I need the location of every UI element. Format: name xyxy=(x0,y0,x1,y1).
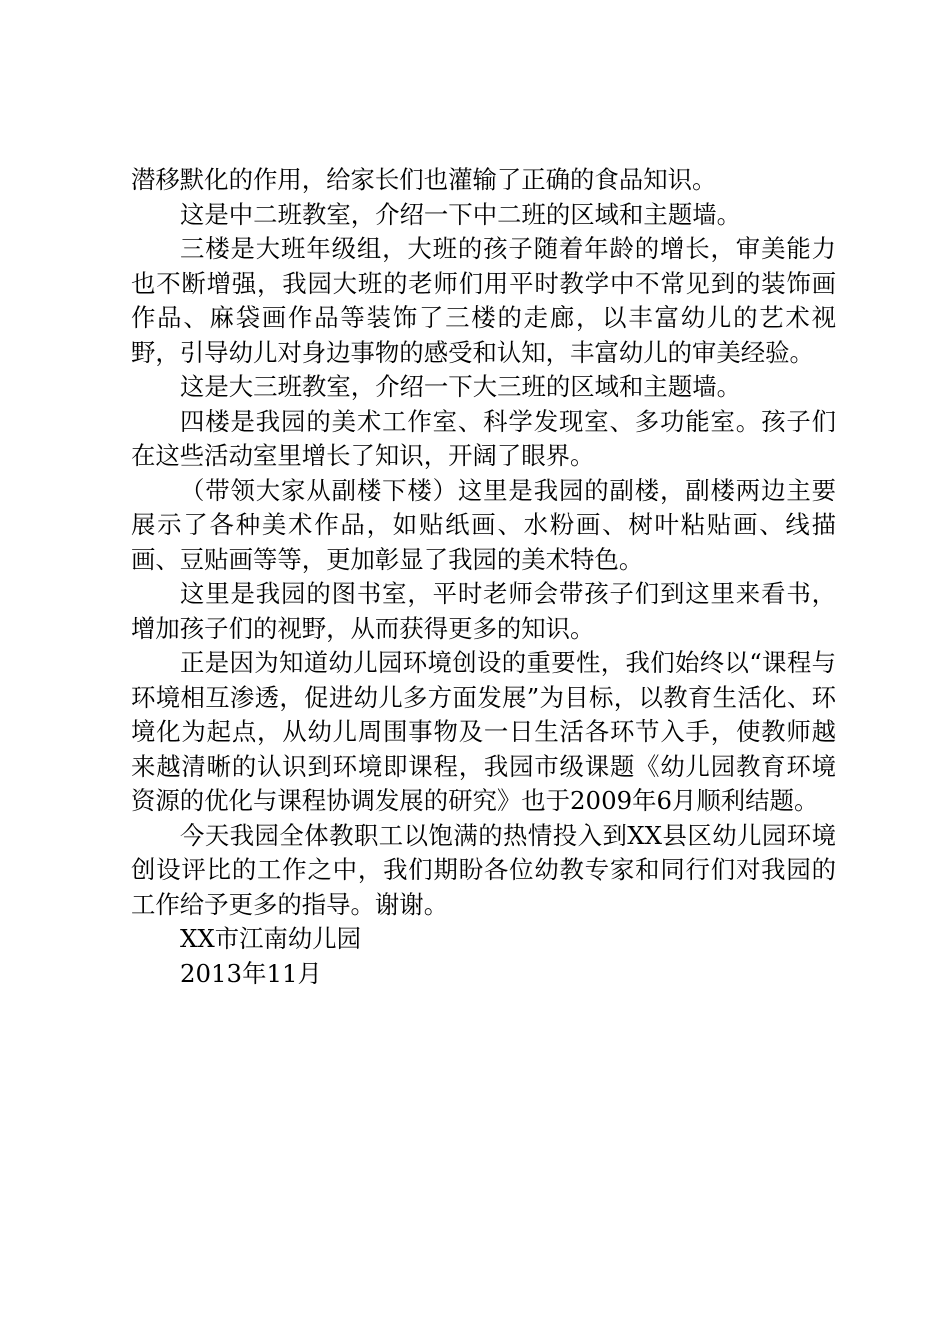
paragraph-annex-building: （带领大家从副楼下楼）这里是我园的副楼，副楼两边主要展示了各种美术作品，如贴纸画、水粉画、树叶粘贴画、线描画、豆贴画等等，更加彰显了我园的美术特色。 xyxy=(131,475,836,574)
paragraph-class-middle-two: 这是中二班教室，介绍一下中二班的区域和主题墙。 xyxy=(180,199,741,229)
paragraph-class-senior-three: 这是大三班教室，介绍一下大三班的区域和主题墙。 xyxy=(180,372,741,401)
document-body xyxy=(131,163,836,991)
paragraph-library: 这里是我园的图书室，平时老师会带孩子们到这里来看书，增加孩子们的视野，从而获得更多的知识。 xyxy=(131,579,836,643)
paragraph-third-floor: 三楼是大班年级组，大班的孩子随着年龄的增长，审美能力也不断增强，我园大班的老师们用平时教学中不常见到的装饰画作品、麻袋画作品等装饰了三楼的走廊，以丰富幼儿的艺术视野，引导幼儿对身边事物的感受和认知，丰富幼儿的审美经验。 xyxy=(131,234,836,367)
signature-organization: XX市江南幼儿园 xyxy=(180,924,362,953)
paragraph-closing: 今天我园全体教职工以饱满的热情投入到XX县区幼儿园环境创设评比的工作之中，我们期盼各位幼教专家和同行们对我园的工作给予更多的指导。谢谢。 xyxy=(131,820,836,919)
paragraph-environment-importance: 正是因为知道幼儿园环境创设的重要性，我们始终以“课程与环境相互渗透，促进幼儿多方面发展”为目标，以教育生活化、环境化为起点，从幼儿周围事物及一日生活各环节入手，使教师越来越清晰的认识到环境即课程，我园市级课题《幼儿园教育环境资源的优化与课程协调发展的研究》也于2009年6月顺利结题。 xyxy=(131,648,836,815)
signature-date: 2013年11月 xyxy=(180,958,322,988)
paragraph-continuation: 潜移默化的作用，给家长们也灌输了正确的食品知识。 xyxy=(131,165,717,194)
paragraph-fourth-floor: 四楼是我园的美术工作室、科学发现室、多功能室。孩子们在这些活动室里增长了知识，开阔了眼界。 xyxy=(131,406,836,470)
